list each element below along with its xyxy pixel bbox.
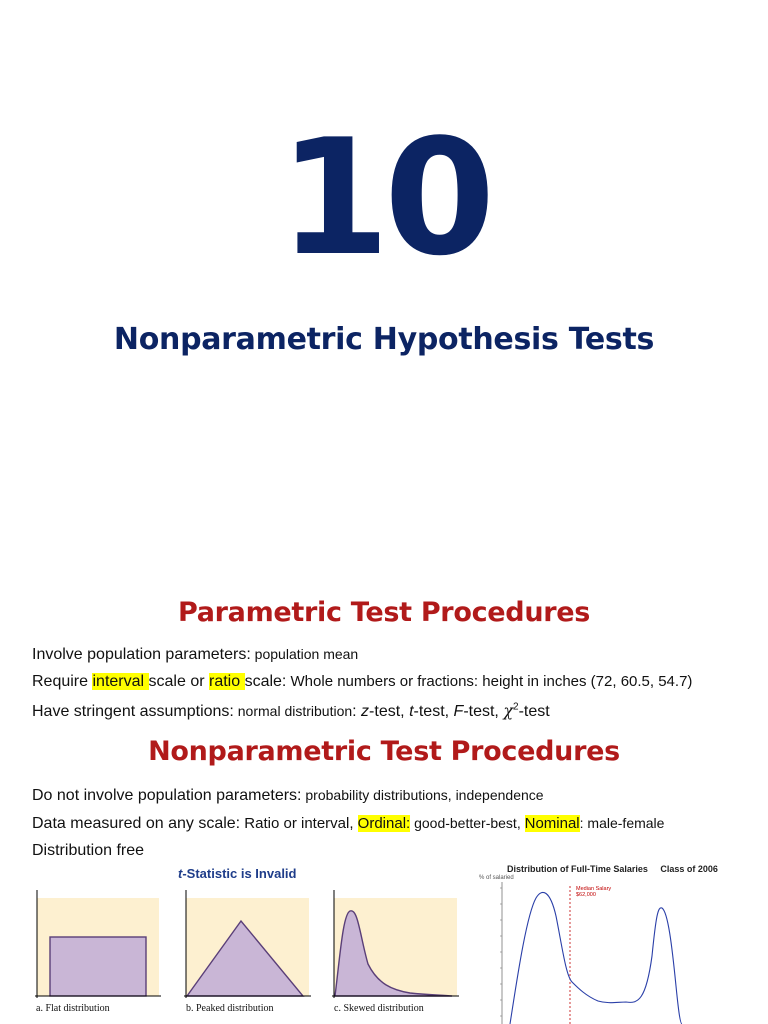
- median-value: $62,000: [576, 892, 596, 899]
- line-text: -test: [518, 703, 550, 720]
- panel-peaked: [184, 890, 311, 998]
- line-text: : male-female: [579, 815, 665, 831]
- line-text: good-better-best,: [410, 815, 525, 831]
- flat-shape: [50, 937, 146, 996]
- line-detail: Whole numbers or fractions: height in inches (72, 60.5, 54.7): [286, 673, 693, 690]
- panel-skewed: [332, 890, 459, 998]
- line-detail: population mean: [250, 646, 359, 662]
- nonparametric-heading: Nonparametric Test Procedures: [148, 736, 620, 767]
- salary-title-text: Distribution of Full-Time Salaries: [507, 864, 648, 874]
- caption-skewed: c. Skewed distribution: [334, 1003, 424, 1014]
- line-text: :: [352, 703, 362, 720]
- nonparametric-line-1: [32, 787, 544, 805]
- parametric-line-1: [32, 646, 358, 664]
- caption-peaked: b. Peaked distribution: [186, 1003, 274, 1014]
- line-text: scale:: [244, 673, 287, 690]
- highlight-ratio: ratio: [208, 673, 245, 690]
- figure-left-title: [178, 866, 297, 881]
- median-label-text: Median Salary: [576, 886, 612, 892]
- line-detail: normal distribution: [233, 703, 353, 719]
- caption-flat: a. Flat distribution: [36, 1003, 110, 1014]
- chi-superscript: 2: [513, 701, 519, 713]
- parametric-line-3: [32, 701, 550, 721]
- line-lead: Have stringent assumptions:: [32, 703, 234, 720]
- line-text: -test,: [413, 703, 454, 720]
- salary-curve: [510, 892, 682, 1024]
- test-letter: z: [361, 703, 370, 720]
- test-letter: t: [409, 703, 414, 720]
- line-text: scale or: [148, 673, 209, 690]
- line-lead: Involve population parameters:: [32, 646, 251, 663]
- salary-chart-title: [507, 864, 718, 874]
- chapter-number: 10: [278, 104, 490, 291]
- title-t: t: [178, 866, 183, 881]
- test-letter: F: [453, 703, 464, 720]
- salary-subtitle: Class of 2006: [660, 864, 718, 874]
- line-lead: Do not involve population parameters:: [32, 787, 302, 804]
- parametric-heading: Parametric Test Procedures: [177, 597, 591, 628]
- highlight-ordinal: Ordinal:: [357, 815, 411, 832]
- title-rest: -Statistic is Invalid: [182, 866, 297, 881]
- median-label: [576, 886, 611, 898]
- line-text: -test,: [463, 703, 504, 720]
- chi-symbol: χ: [503, 701, 514, 720]
- salary-chart: [480, 876, 730, 1024]
- panel-flat: [35, 890, 161, 998]
- line-text: -test,: [369, 703, 410, 720]
- parametric-line-2: [32, 673, 692, 691]
- line-text: Require: [32, 673, 93, 690]
- highlight-nominal: Nominal: [524, 815, 580, 832]
- highlight-interval: interval: [92, 673, 149, 690]
- nonparametric-line-2: [32, 815, 664, 833]
- nonparametric-line-3: Distribution free: [32, 842, 145, 859]
- line-detail: probability distributions, independence: [301, 787, 544, 803]
- line-text: Ratio or interval,: [240, 815, 358, 832]
- chapter-title: Nonparametric Hypothesis Tests: [113, 322, 655, 357]
- line-lead: Data measured on any scale:: [32, 815, 241, 832]
- salary-axis-label: % of salaried: [479, 875, 514, 881]
